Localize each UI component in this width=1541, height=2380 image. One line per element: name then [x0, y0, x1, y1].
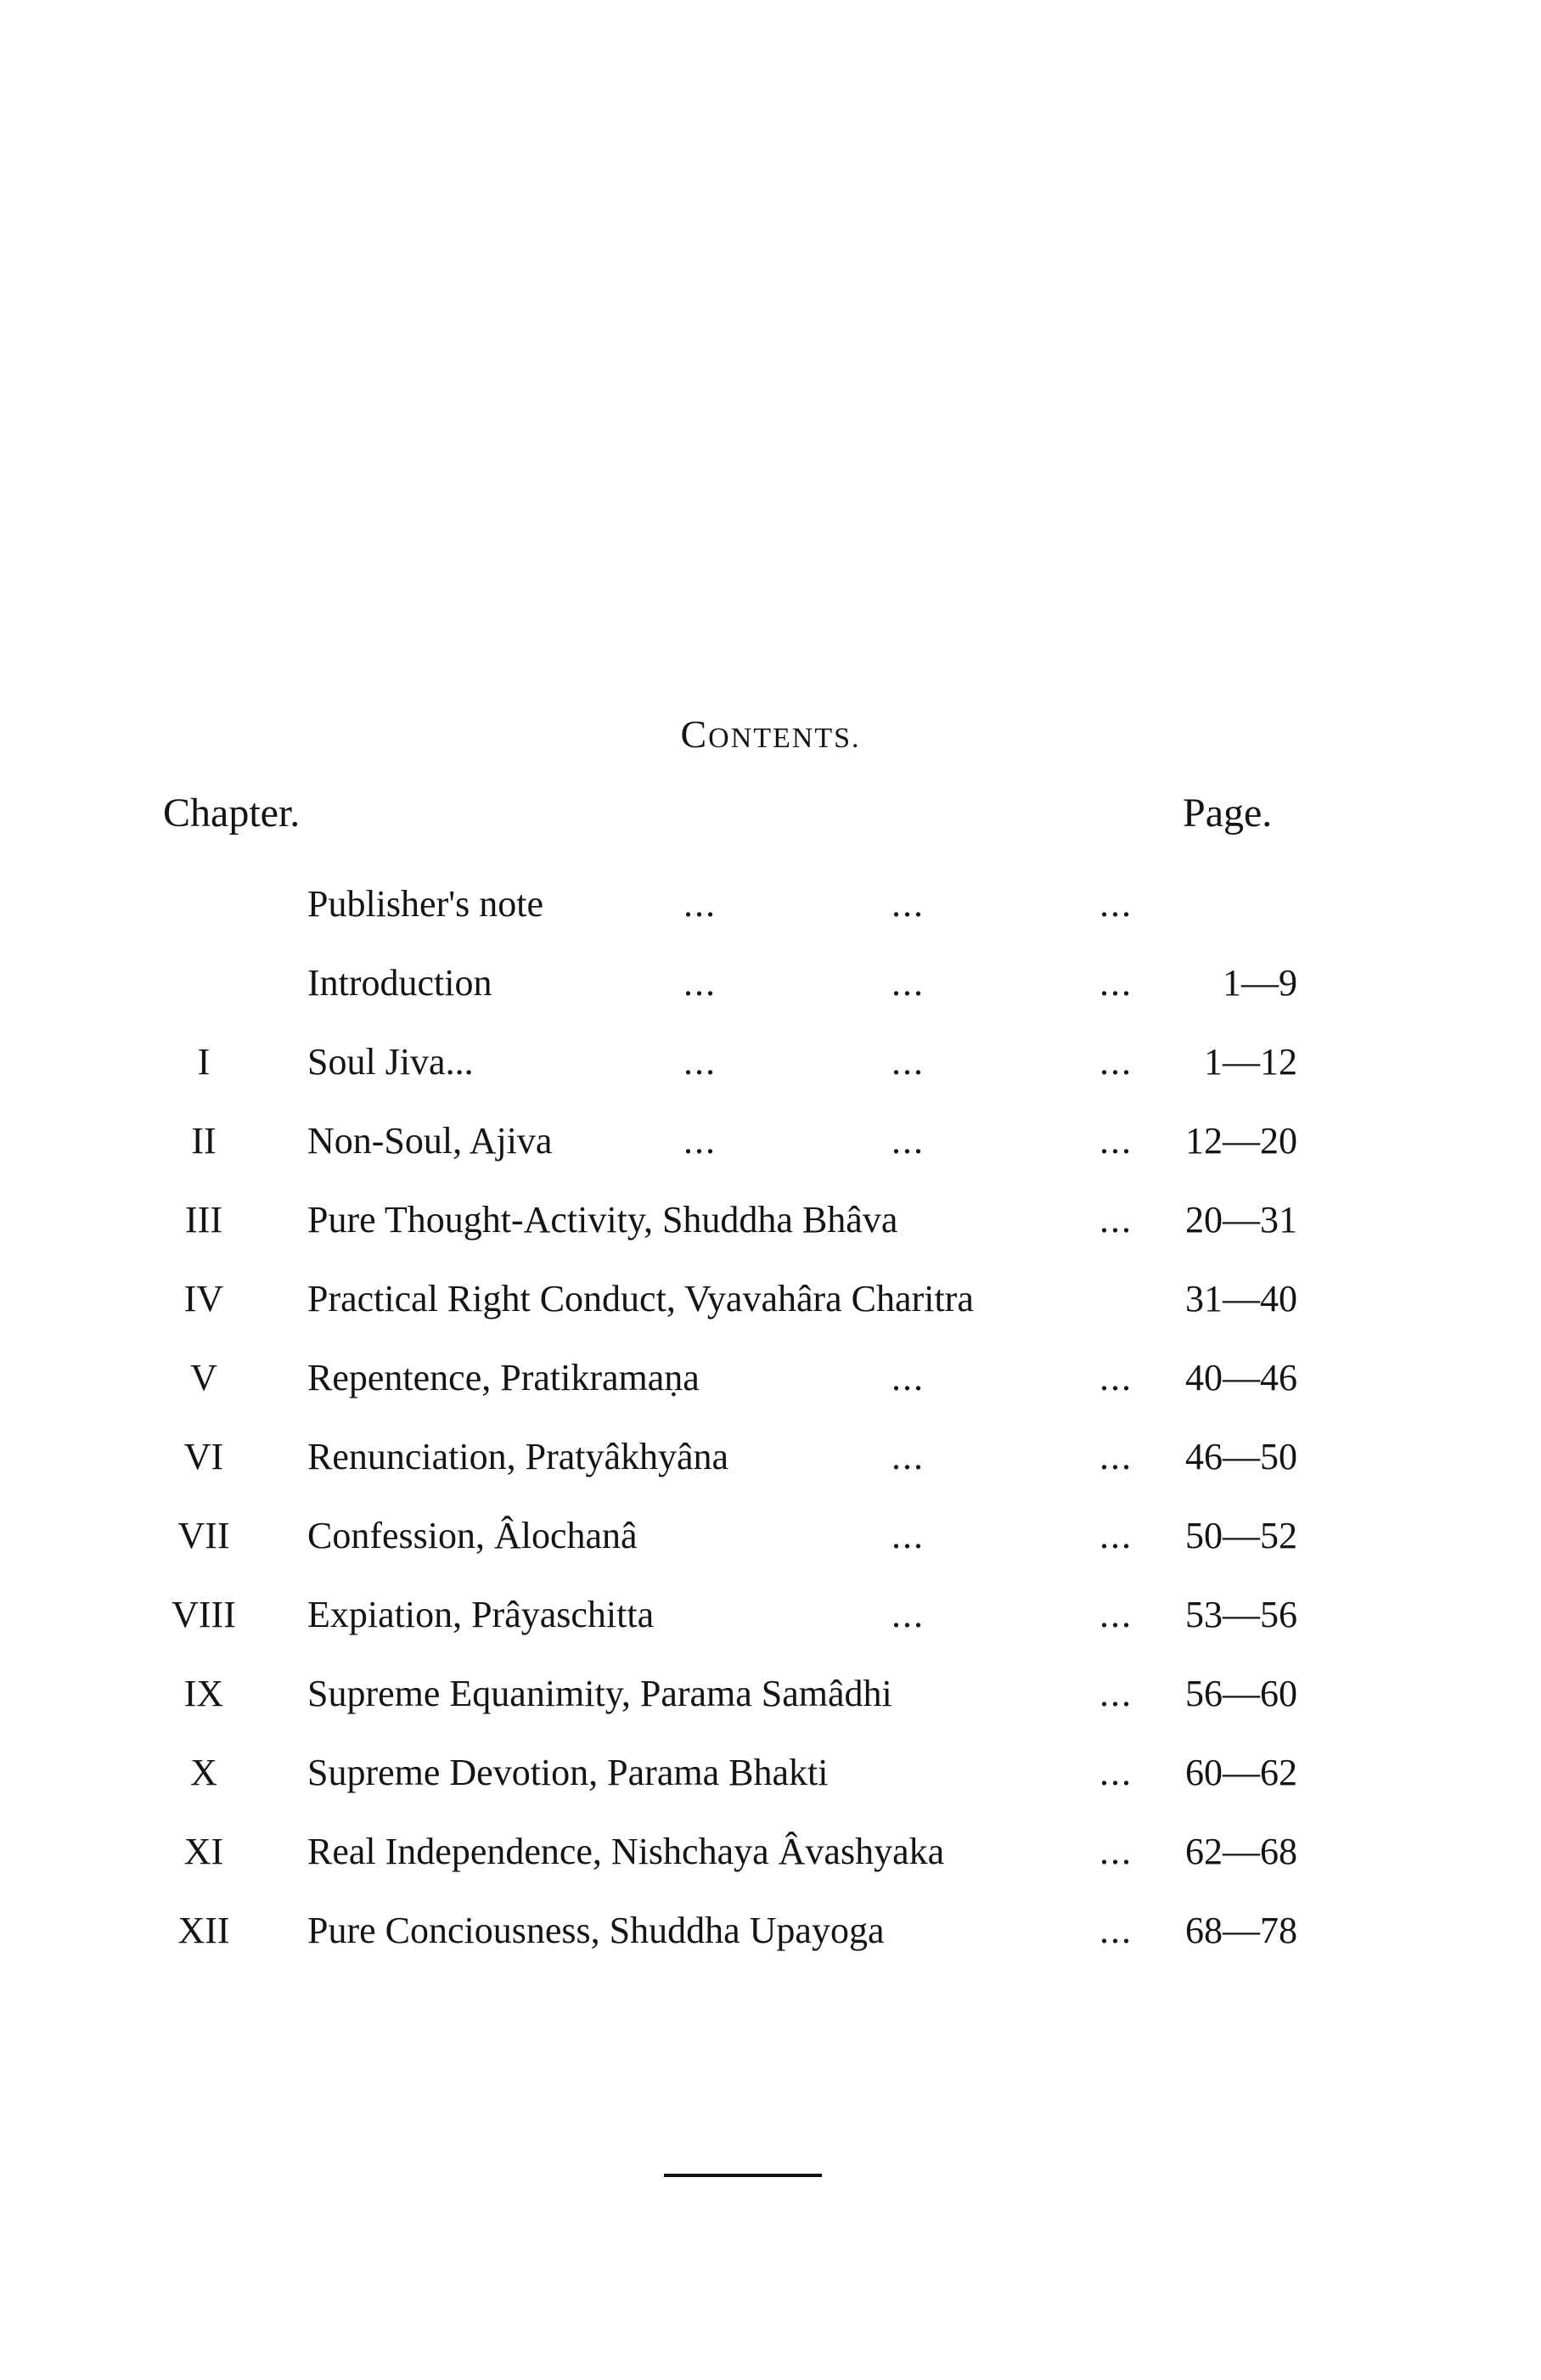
chapter-title: Supreme Devotion, Parama Bhakti: [307, 1752, 829, 1793]
leader-dots: ...: [1100, 1910, 1133, 1951]
page-range: 56—60: [1185, 1673, 1297, 1714]
leader-dots: ...: [1100, 883, 1133, 925]
chapter-title: Repentence, Pratikramaṇa: [307, 1357, 700, 1398]
page-range: 62—68: [1185, 1831, 1297, 1872]
toc-entry: [0, 1826, 1541, 1905]
leader-dots: ...: [1100, 1673, 1133, 1714]
toc-entry: [0, 958, 1541, 1037]
leader-dots: ...: [891, 1515, 925, 1556]
chapter-number: II: [191, 1120, 217, 1162]
toc-entry: [0, 1353, 1541, 1432]
toc-entry: [0, 1905, 1541, 1984]
page-range: 40—46: [1185, 1357, 1297, 1398]
chapter-number: III: [185, 1199, 222, 1241]
chapter-number: VI: [183, 1436, 224, 1477]
leader-dots: ...: [891, 883, 925, 925]
closing-rule: [664, 2174, 822, 2177]
chapter-title: Pure Conciousness, Shuddha Upayoga: [307, 1910, 885, 1951]
page-range: 50—52: [1185, 1515, 1297, 1556]
leader-dots: ...: [1100, 962, 1133, 1004]
chapter-title: Pure Thought-Activity, Shuddha Bhâva: [307, 1199, 898, 1241]
toc-entry: [0, 1511, 1541, 1589]
page-column-header: Page.: [1183, 791, 1273, 836]
chapter-title: Real Independence, Nishchaya Âvashyaka: [307, 1831, 945, 1872]
leader-dots: ...: [1100, 1594, 1133, 1635]
chapter-number: IV: [183, 1278, 224, 1319]
toc-entry: [0, 1037, 1541, 1116]
leader-dots: ...: [683, 883, 717, 925]
chapter-title: Publisher's note: [307, 883, 544, 925]
page-range: 1—9: [1223, 962, 1297, 1004]
leader-dots: ...: [891, 1436, 925, 1477]
leader-dots: ...: [1100, 1120, 1133, 1162]
chapter-title: Confession, Âlochanâ: [307, 1515, 638, 1556]
leader-dots: ...: [683, 1120, 717, 1162]
chapter-title: Renunciation, Pratyâkhyâna: [307, 1436, 729, 1477]
leader-dots: ...: [1100, 1357, 1133, 1398]
chapter-number: VIII: [172, 1594, 236, 1635]
toc-entry: [0, 1747, 1541, 1826]
page-range: 31—40: [1185, 1278, 1297, 1319]
leader-dots: ...: [891, 1357, 925, 1398]
leader-dots: ...: [683, 1041, 717, 1083]
leader-dots: ...: [891, 1041, 925, 1083]
page-range: 60—62: [1185, 1752, 1297, 1793]
toc-entry: [0, 879, 1541, 958]
page-range: 12—20: [1185, 1120, 1297, 1162]
leader-dots: ...: [891, 1594, 925, 1635]
toc-entry: [0, 1589, 1541, 1668]
leader-dots: ...: [891, 1120, 925, 1162]
page-range: 20—31: [1185, 1199, 1297, 1241]
chapter-number: IX: [183, 1673, 224, 1714]
leader-dots: ...: [1100, 1436, 1133, 1477]
chapter-title: Non-Soul, Ajiva: [307, 1120, 553, 1162]
leader-dots: ...: [1100, 1041, 1133, 1083]
chapter-number: XI: [183, 1831, 224, 1872]
toc-entry: [0, 1668, 1541, 1747]
page-range: 68—78: [1185, 1910, 1297, 1951]
page-range: 53—56: [1185, 1594, 1297, 1635]
chapter-number: I: [197, 1041, 211, 1083]
page-title-initial: C: [680, 712, 709, 756]
toc-entry: [0, 1432, 1541, 1511]
chapter-column-header: Chapter.: [163, 791, 301, 836]
page-range: 46—50: [1185, 1436, 1297, 1477]
page-title-rest: ONTENTS.: [708, 723, 861, 754]
chapter-number: VII: [177, 1515, 230, 1556]
chapter-number: V: [190, 1357, 217, 1398]
toc-entry: [0, 1274, 1541, 1353]
page-range: 1—12: [1204, 1041, 1297, 1083]
chapter-number: XII: [177, 1910, 230, 1951]
leader-dots: ...: [1100, 1831, 1133, 1872]
chapter-title: Supreme Equanimity, Parama Samâdhi: [307, 1673, 892, 1714]
chapter-title: Soul Jiva...: [307, 1041, 474, 1083]
table-of-contents: [0, 879, 1541, 1984]
chapter-number: X: [190, 1752, 217, 1793]
leader-dots: ...: [1100, 1199, 1133, 1241]
toc-entry: [0, 1195, 1541, 1274]
page-title: [0, 712, 1541, 757]
chapter-title: Introduction: [307, 962, 492, 1004]
leader-dots: ...: [683, 962, 717, 1004]
chapter-title: Expiation, Prâyaschitta: [307, 1594, 655, 1635]
leader-dots: ...: [1100, 1752, 1133, 1793]
leader-dots: ...: [1100, 1515, 1133, 1556]
leader-dots: ...: [891, 962, 925, 1004]
toc-entry: [0, 1116, 1541, 1195]
chapter-title: Practical Right Conduct, Vyavahâra Charitra: [307, 1278, 974, 1319]
